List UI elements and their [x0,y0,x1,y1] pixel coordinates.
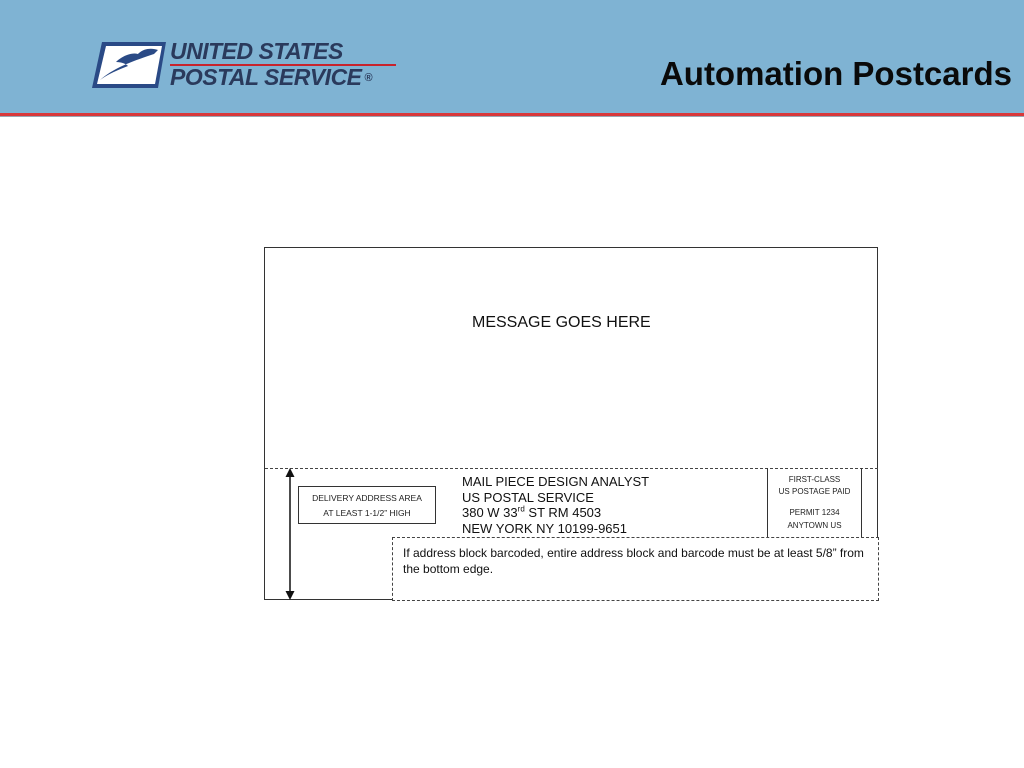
delivery-area-height: AT LEAST 1-1/2” HIGH [323,508,411,518]
address-line-1: MAIL PIECE DESIGN ANALYST [462,474,650,489]
delivery-area-label: DELIVERY ADDRESS AREA [312,493,422,503]
indicia-class: FIRST-CLASS [788,475,841,484]
logo-line-2: POSTAL SERVICE ® [170,64,373,90]
logo-line-1: UNITED STATES [170,38,343,64]
slide-title: Automation Postcards [659,55,1012,92]
message-text: MESSAGE GOES HERE [472,314,651,331]
barcode-clear-zone [392,537,879,601]
usps-logo [92,40,397,92]
height-arrow-icon [282,468,298,600]
address-block [462,474,649,536]
indicia-permit: PERMIT 1234 [789,508,840,517]
indicia-city: ANYTOWN US [787,521,842,530]
header-divider [0,113,1024,117]
postage-indicia [767,468,862,538]
delivery-address-area-box [298,486,436,524]
indicia-paid: US POSTAGE PAID [778,487,851,496]
address-line-2: US POSTAL SERVICE [462,489,594,505]
registered-mark: ® [364,72,373,85]
address-line-3: 380 W 33rd ST RM 4503 [462,504,602,520]
address-line-4: NEW YORK NY 10199-9651 [462,520,627,536]
eagle-logo-icon [92,40,166,90]
barcode-note-text: If address block barcoded, entire address block and barcode must be at least 5/8” from the bottom edge. [403,546,864,576]
